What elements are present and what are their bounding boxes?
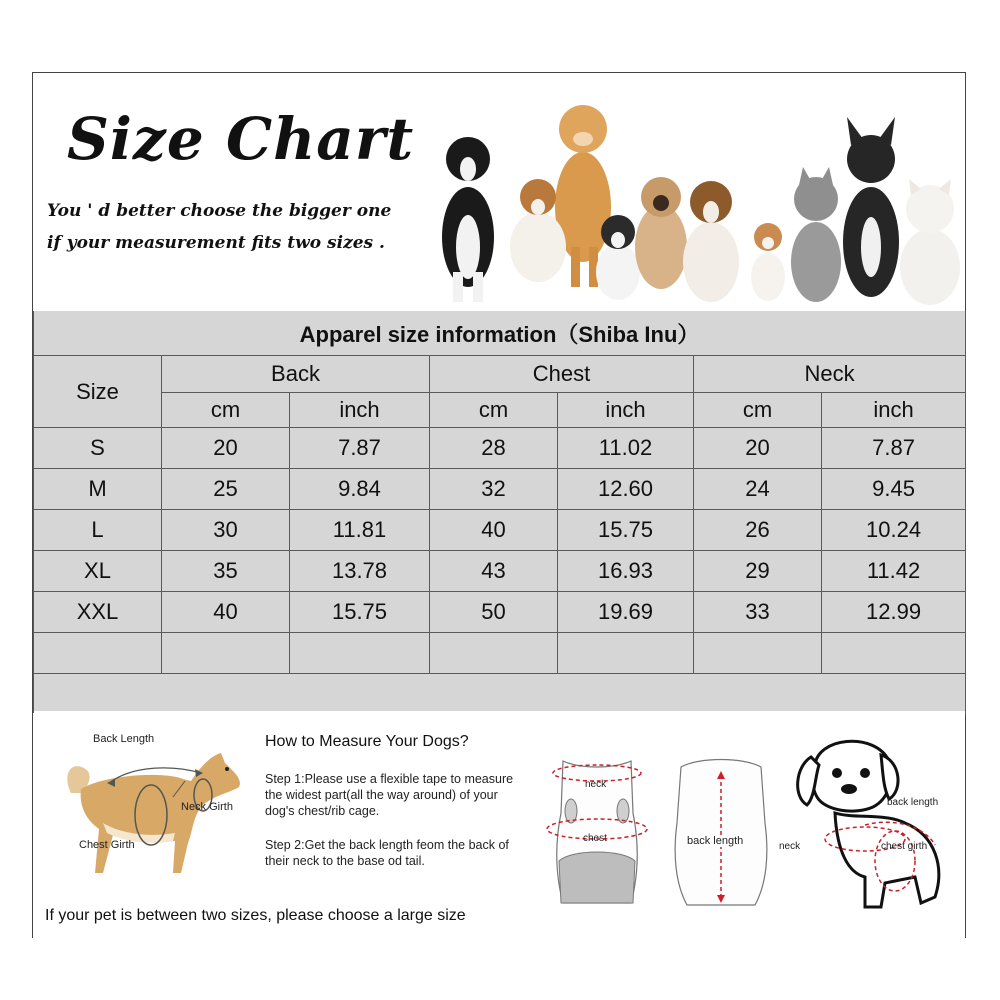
dog-neck-girth-label: Neck Girth (181, 801, 233, 813)
measure-section (33, 713, 965, 939)
table-row (34, 592, 966, 633)
value-cell: 26 (694, 510, 822, 551)
value-cell: 43 (430, 551, 558, 592)
size-cell: L (34, 510, 162, 551)
value-cell: 35 (162, 551, 290, 592)
chest-group-header: Chest (430, 356, 694, 393)
value-cell: 11.42 (822, 551, 966, 592)
unit-header: cm (162, 393, 290, 428)
size-table (33, 311, 966, 715)
value-cell: 19.69 (558, 592, 694, 633)
step-1-text: Step 1:Please use a flexible tape to measure the widest part(all the way around) of your dog's chest/rib cage. (265, 772, 514, 818)
value-cell: 25 (162, 469, 290, 510)
cat-white-persian-icon (900, 179, 960, 305)
value-cell: 11.02 (558, 428, 694, 469)
dog-french-bulldog-icon (843, 117, 899, 297)
unit-header: inch (822, 393, 966, 428)
size-column-header: Size (34, 356, 162, 428)
cartoon-chest-girth-label: chest girth (881, 841, 928, 852)
value-cell: 7.87 (290, 428, 430, 469)
table-row (34, 551, 966, 592)
value-cell: 29 (694, 551, 822, 592)
unit-header: inch (558, 393, 694, 428)
value-cell: 20 (162, 428, 290, 469)
shirt-neck-label: neck (585, 779, 607, 790)
value-cell: 7.87 (822, 428, 966, 469)
value-cell: 40 (162, 592, 290, 633)
unit-header: cm (430, 393, 558, 428)
dog-small-terrier-icon (596, 215, 640, 300)
page-title: Size Chart (67, 105, 415, 173)
cartoon-back-length-label: back length (887, 797, 939, 808)
value-cell: 15.75 (290, 592, 430, 633)
dog-pekingese-icon (635, 177, 687, 289)
cartoon-neck-label: neck (779, 841, 801, 852)
size-table-section (33, 311, 965, 711)
value-cell: 10.24 (822, 510, 966, 551)
table-row (34, 469, 966, 510)
value-cell: 50 (430, 592, 558, 633)
dog-chihuahua-icon (751, 223, 785, 301)
shirt-back-length-label: back length (687, 835, 744, 847)
size-cell: XL (34, 551, 162, 592)
table-row (34, 428, 966, 469)
cartoon-puppy-icon (785, 727, 961, 919)
dog-chest-girth-label: Chest Girth (79, 839, 135, 851)
value-cell: 9.45 (822, 469, 966, 510)
cat-grey-icon (791, 167, 841, 302)
value-cell: 30 (162, 510, 290, 551)
value-cell: 33 (694, 592, 822, 633)
value-cell: 20 (694, 428, 822, 469)
value-cell: 13.78 (290, 551, 430, 592)
value-cell: 16.93 (558, 551, 694, 592)
table-row-empty (34, 633, 966, 674)
value-cell: 32 (430, 469, 558, 510)
dog-group-illustration (433, 97, 963, 307)
dog-border-collie-icon (442, 137, 494, 302)
value-cell: 24 (694, 469, 822, 510)
back-group-header: Back (162, 356, 430, 393)
neck-group-header: Neck (694, 356, 966, 393)
dog-back-length-label: Back Length (93, 733, 155, 745)
size-cell: S (34, 428, 162, 469)
how-to-measure-title: How to Measure Your Dogs? (265, 733, 469, 750)
subtitle-line-2: if your measurement fits two sizes . (47, 233, 385, 253)
value-cell: 15.75 (558, 510, 694, 551)
dog-shirt-back-icon (669, 753, 773, 913)
value-cell: 40 (430, 510, 558, 551)
value-cell: 11.81 (290, 510, 430, 551)
value-cell: 12.60 (558, 469, 694, 510)
value-cell: 28 (430, 428, 558, 469)
header (33, 73, 965, 311)
unit-header: cm (694, 393, 822, 428)
size-cell: M (34, 469, 162, 510)
step-2-text: Step 2:Get the back length feom the back of their neck to the base od tail. (265, 838, 509, 868)
shirt-chest-label: chest (583, 833, 607, 844)
table-row (34, 510, 966, 551)
size-cell: XXL (34, 592, 162, 633)
unit-header: inch (290, 393, 430, 428)
table-caption: Apparel size information（Shiba Inu） (34, 311, 966, 356)
value-cell: 12.99 (822, 592, 966, 633)
table-footer-band (34, 674, 966, 715)
size-chart-frame (32, 72, 966, 938)
dog-beagle-icon (683, 181, 739, 302)
value-cell: 9.84 (290, 469, 430, 510)
footer-note: If your pet is between two sizes, please choose a large size (45, 907, 466, 924)
subtitle-line-1: You ' d better choose the bigger one (47, 201, 392, 221)
